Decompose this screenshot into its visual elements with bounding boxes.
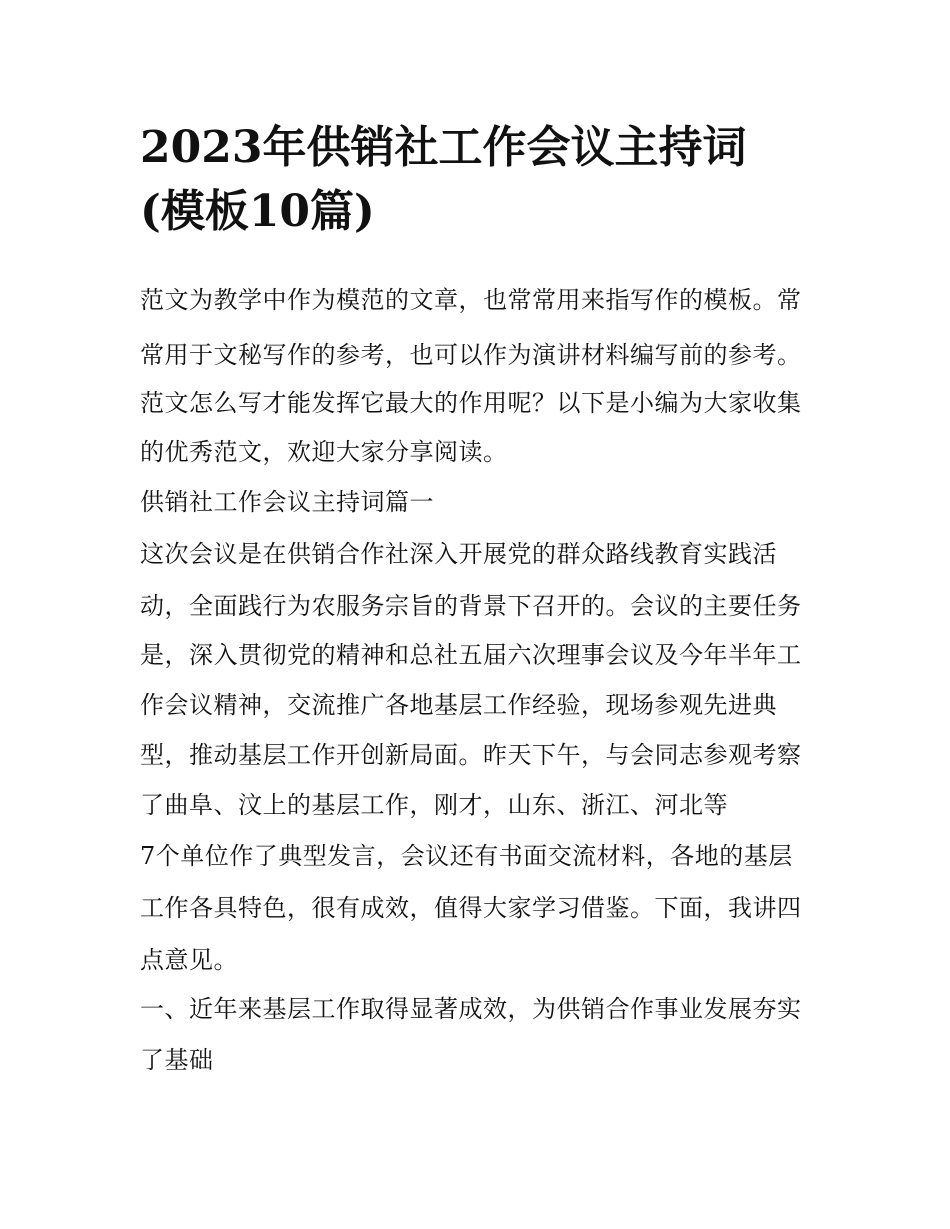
- point-one-line-1: 一、近年来基层工作取得显著成效，为供销合作事业发展夯实: [140, 995, 802, 1023]
- document-title: [140, 116, 830, 244]
- intro-line-1: 范文为教学中作为模范的文章，也常常用来指写作的模板。常: [140, 286, 802, 314]
- body-line-1: 这次会议是在供销合作社深入开展党的群众路线教育实践活: [140, 540, 777, 568]
- body-line-3: 是，深入贯彻党的精神和总社五届六次理事会议及今年半年工: [140, 641, 802, 669]
- body-line-5: 型，推动基层工作开创新局面。昨天下午，与会同志参观考察: [140, 741, 802, 769]
- title-line-2: (模板10篇): [140, 186, 375, 237]
- intro-line-3: 范文怎么写才能发挥它最大的作用呢？以下是小编为大家收集: [140, 389, 802, 417]
- title-line-1: 2023年供销社工作会议主持词: [140, 122, 747, 173]
- section-heading: 供销社工作会议主持词篇一: [140, 488, 434, 516]
- intro-line-4: 的优秀范文，欢迎大家分享阅读。: [140, 438, 508, 466]
- body-line-4: 作会议精神，交流推广各地基层工作经验，现场参观先进典: [140, 691, 777, 719]
- body-line-9: 点意见。: [140, 946, 238, 974]
- body-line-6: 了曲阜、汶上的基层工作，刚才，山东、浙江、河北等: [140, 791, 728, 819]
- body-line-8: 工作各具特色，很有成效，值得大家学习借鉴。下面，我讲四: [140, 894, 802, 922]
- point-one-line-2: 了基础: [140, 1046, 214, 1074]
- body-line-7: 7个单位作了典型发言，会议还有书面交流材料，各地的基层: [140, 842, 793, 870]
- intro-line-2: 常用于文秘写作的参考，也可以作为演讲材料编写前的参考。: [140, 341, 802, 369]
- body-line-2: 动，全面践行为农服务宗旨的背景下召开的。会议的主要任务: [140, 592, 802, 620]
